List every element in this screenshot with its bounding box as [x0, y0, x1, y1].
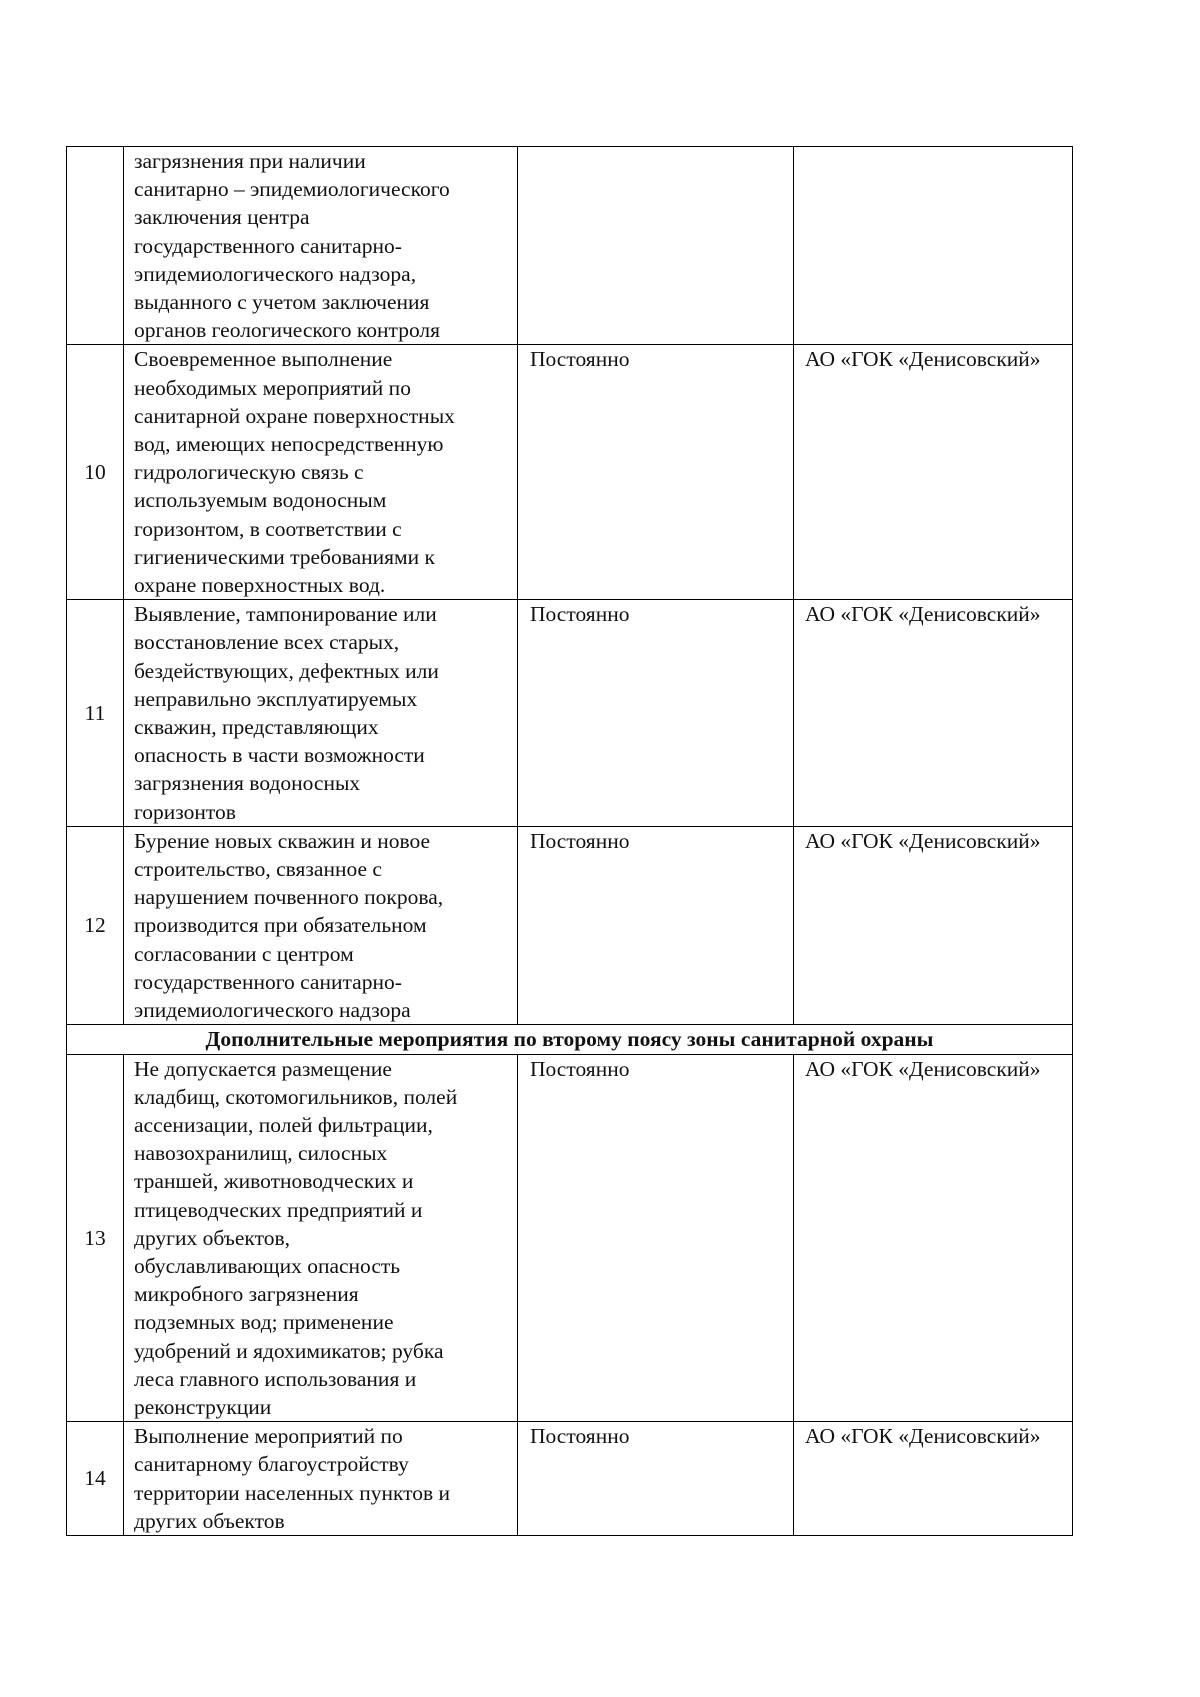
- responsible-party: АО «ГОК «Денисовский»: [794, 826, 1073, 1024]
- measure-term: Постоянно: [518, 600, 794, 827]
- description-line: опасность в части возможности: [134, 743, 425, 768]
- description-line: обуславливающих опасность: [134, 1253, 401, 1278]
- responsible-party: [794, 147, 1073, 345]
- description-line: других объектов: [134, 1508, 285, 1533]
- table-row: [67, 1054, 1073, 1422]
- row-number: 12: [67, 826, 124, 1024]
- section-title: Дополнительные мероприятия по второму поясу зоны санитарной охраны: [67, 1025, 1073, 1054]
- row-number: 10: [67, 345, 124, 600]
- measure-description: [124, 345, 518, 600]
- description-line: эпидемиологического надзора,: [134, 261, 417, 286]
- row-number: 14: [67, 1422, 124, 1536]
- description-line: органов геологического контроля: [134, 318, 441, 343]
- responsible-party: АО «ГОК «Денисовский»: [794, 1054, 1073, 1422]
- description-line: неправильно эксплуатируемых: [134, 686, 418, 711]
- measure-description: [124, 1422, 518, 1536]
- description-line: других объектов,: [134, 1225, 290, 1250]
- description-line: санитарной охране поверхностных: [134, 403, 455, 428]
- measure-term: [518, 147, 794, 345]
- description-line: Выявление, тампонирование или: [134, 602, 437, 627]
- description-line: ассенизации, полей фильтрации,: [134, 1112, 433, 1137]
- responsible-party: АО «ГОК «Денисовский»: [794, 345, 1073, 600]
- table-row: [67, 345, 1073, 600]
- description-line: кладбищ, скотомогильников, полей: [134, 1084, 458, 1109]
- description-line: горизонтом, в соответствии с: [134, 516, 402, 541]
- description-line: восстановление всех старых,: [134, 630, 400, 655]
- measures-table: [66, 146, 1073, 1536]
- measure-description: [124, 1054, 518, 1422]
- description-line: заключения центра: [134, 205, 310, 230]
- description-line: выданного с учетом заключения: [134, 290, 430, 315]
- table-row: [67, 826, 1073, 1024]
- description-line: загрязнения водоносных: [134, 771, 361, 796]
- table-row: [67, 147, 1073, 345]
- description-line: производится при обязательном: [134, 913, 427, 938]
- description-line: траншей, животноводческих и: [134, 1169, 414, 1194]
- description-line: навозохранилищ, силосных: [134, 1141, 388, 1166]
- table-row: [67, 1422, 1073, 1536]
- description-line: нарушением почвенного покрова,: [134, 885, 444, 910]
- description-line: леса главного использования и: [134, 1366, 417, 1391]
- measure-description: [124, 147, 518, 345]
- description-line: санитарно – эпидемиологического: [134, 177, 450, 202]
- description-line: эпидемиологического надзора: [134, 998, 411, 1023]
- description-line: подземных вод; применение: [134, 1310, 394, 1335]
- description-line: скважин, представляющих: [134, 715, 379, 740]
- description-line: птицеводческих предприятий и: [134, 1197, 423, 1222]
- row-number: 13: [67, 1054, 124, 1422]
- description-line: территории населенных пунктов и: [134, 1480, 451, 1505]
- description-line: государственного санитарно-: [134, 969, 402, 994]
- measure-term: Постоянно: [518, 826, 794, 1024]
- description-line: необходимых мероприятий по: [134, 375, 411, 400]
- description-line: горизонтов: [134, 799, 236, 824]
- description-line: Выполнение мероприятий по: [134, 1424, 403, 1449]
- measure-description: [124, 826, 518, 1024]
- description-line: охране поверхностных вод.: [134, 573, 386, 598]
- description-line: гидрологическую связь с: [134, 460, 364, 485]
- description-line: реконструкции: [134, 1394, 272, 1419]
- row-number: [67, 147, 124, 345]
- description-line: санитарному благоустройству: [134, 1452, 409, 1477]
- row-number: 11: [67, 600, 124, 827]
- measure-term: Постоянно: [518, 345, 794, 600]
- description-line: государственного санитарно-: [134, 233, 402, 258]
- section-header-row: [67, 1025, 1073, 1054]
- description-line: бездействующих, дефектных или: [134, 658, 439, 683]
- description-line: загрязнения при наличии: [134, 149, 366, 173]
- measure-term: Постоянно: [518, 1422, 794, 1536]
- description-line: согласовании с центром: [134, 941, 354, 966]
- description-line: удобрений и ядохимикатов; рубка: [134, 1338, 444, 1363]
- description-line: микробного загрязнения: [134, 1282, 359, 1307]
- description-line: вод, имеющих непосредственную: [134, 432, 444, 457]
- measure-description: [124, 600, 518, 827]
- table-body: [67, 147, 1073, 1536]
- table-row: [67, 600, 1073, 827]
- description-line: Не допускается размещение: [134, 1056, 392, 1081]
- description-line: строительство, связанное с: [134, 857, 382, 882]
- responsible-party: АО «ГОК «Денисовский»: [794, 600, 1073, 827]
- description-line: Бурение новых скважин и новое: [134, 828, 431, 853]
- measure-term: Постоянно: [518, 1054, 794, 1422]
- responsible-party: АО «ГОК «Денисовский»: [794, 1422, 1073, 1536]
- description-line: используемым водоносным: [134, 488, 387, 513]
- description-line: гигиеническими требованиями к: [134, 544, 435, 569]
- description-line: Своевременное выполнение: [134, 347, 393, 372]
